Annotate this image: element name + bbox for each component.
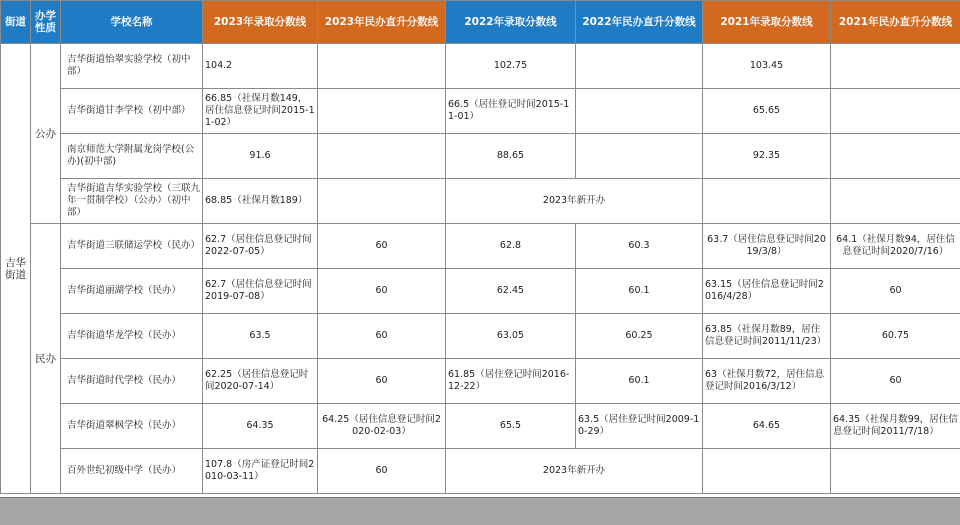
score-2021-private: 64.35（社保月数99，居住信息登记时间2011/7/18） <box>831 404 960 449</box>
school-name: 吉华街道吉华实验学校（三联九年一贯制学校）（公办）（初中部） <box>61 179 203 224</box>
new-school-note: 2023年新开办 <box>446 449 703 494</box>
header-2021-private-score: 2021年民办直升分数线 <box>831 1 960 44</box>
score-2021: 65.65 <box>703 89 831 134</box>
score-2023: 62.25（居住信息登记时间2020-07-14） <box>203 359 318 404</box>
score-2023-private <box>318 44 446 89</box>
score-2021-private: 60 <box>831 359 960 404</box>
school-name: 吉华街道怡翠实验学校（初中部） <box>61 44 203 89</box>
school-name: 吉华街道时代学校（民办） <box>61 359 203 404</box>
header-2022-score: 2022年录取分数线 <box>446 1 576 44</box>
score-2021 <box>703 449 831 494</box>
school-name: 南京师范大学附属龙岗学校(公办)(初中部) <box>61 134 203 179</box>
table-row <box>1 89 960 134</box>
score-2023-private: 64.25（居住信息登记时间2020-02-03） <box>318 404 446 449</box>
score-2021: 63（社保月数72，居住信息登记时间2016/3/12） <box>703 359 831 404</box>
score-2022: 61.85（居住登记时间2016-12-22） <box>446 359 576 404</box>
score-2021-private <box>831 134 960 179</box>
score-2023: 62.7（居住信息登记时间2022-07-05） <box>203 224 318 269</box>
table-row <box>1 224 960 269</box>
score-2023: 63.5 <box>203 314 318 359</box>
school-name: 百外世纪初级中学（民办） <box>61 449 203 494</box>
score-2022-private: 60.1 <box>576 269 703 314</box>
score-2022: 88.65 <box>446 134 576 179</box>
score-2021: 63.15（居住信息登记时间2016/4/28） <box>703 269 831 314</box>
score-2021 <box>703 179 831 224</box>
header-school: 学校名称 <box>61 1 203 44</box>
header-2021-score: 2021年录取分数线 <box>703 1 831 44</box>
score-2023-private: 60 <box>318 449 446 494</box>
table-row <box>1 314 960 359</box>
score-2022-private <box>576 44 703 89</box>
table-row <box>1 359 960 404</box>
score-2023: 64.35 <box>203 404 318 449</box>
score-2022-private: 60.3 <box>576 224 703 269</box>
table-row <box>1 269 960 314</box>
type-cell-public: 公办 <box>31 44 61 224</box>
header-type: 办学性质 <box>31 1 61 44</box>
score-2022-private <box>576 89 703 134</box>
header-2023-private-score: 2023年民办直升分数线 <box>318 1 446 44</box>
score-2021-private <box>831 89 960 134</box>
score-2023-private <box>318 179 446 224</box>
score-2023-private: 60 <box>318 359 446 404</box>
score-2023: 68.85（社保月数189） <box>203 179 318 224</box>
table-row <box>1 134 960 179</box>
score-2022: 102.75 <box>446 44 576 89</box>
score-2021: 103.45 <box>703 44 831 89</box>
score-2023-private: 60 <box>318 224 446 269</box>
school-name: 吉华街道三联储运学校（民办） <box>61 224 203 269</box>
score-2023-private <box>318 89 446 134</box>
school-name: 吉华街道华龙学校（民办） <box>61 314 203 359</box>
score-2023: 91.6 <box>203 134 318 179</box>
score-2021-private: 60 <box>831 269 960 314</box>
new-school-note: 2023年新开办 <box>446 179 703 224</box>
table-row <box>1 44 960 89</box>
score-2021-private <box>831 179 960 224</box>
score-2022-private: 60.25 <box>576 314 703 359</box>
score-2021: 63.7（居住信息登记时间2019/3/8） <box>703 224 831 269</box>
header-street: 街道 <box>1 1 31 44</box>
header-row <box>1 1 960 44</box>
score-2023: 66.85（社保月数149，居住信息登记时间2015-11-02） <box>203 89 318 134</box>
footer-bar <box>0 497 960 525</box>
header-2023-score: 2023年录取分数线 <box>203 1 318 44</box>
school-name: 吉华街道丽湖学校（民办） <box>61 269 203 314</box>
score-2023-private: 60 <box>318 269 446 314</box>
score-2023: 107.8（房产证登记时间2010-03-11） <box>203 449 318 494</box>
score-2023-private <box>318 134 446 179</box>
score-2021: 63.85（社保月数89，居住信息登记时间2011/11/23） <box>703 314 831 359</box>
table-row <box>1 179 960 224</box>
score-2021: 92.35 <box>703 134 831 179</box>
score-2021: 64.65 <box>703 404 831 449</box>
score-2022-private <box>576 134 703 179</box>
score-2021-private: 64.1（社保月数94，居住信息登记时间2020/7/16） <box>831 224 960 269</box>
score-2021-private <box>831 44 960 89</box>
score-2022: 63.05 <box>446 314 576 359</box>
score-2022-private: 60.1 <box>576 359 703 404</box>
score-2022: 62.8 <box>446 224 576 269</box>
street-cell: 吉华街道 <box>1 44 31 494</box>
score-2022: 62.45 <box>446 269 576 314</box>
header-2022-private-score: 2022年民办直升分数线 <box>576 1 703 44</box>
table-row <box>1 449 960 494</box>
score-2022: 66.5（居住登记时间2015-11-01） <box>446 89 576 134</box>
type-cell-private: 民办 <box>31 224 61 494</box>
school-name: 吉华街道翠枫学校（民办） <box>61 404 203 449</box>
score-2023: 62.7（居住信息登记时间2019-07-08） <box>203 269 318 314</box>
score-2023-private: 60 <box>318 314 446 359</box>
school-name: 吉华街道甘李学校（初中部） <box>61 89 203 134</box>
score-2023: 104.2 <box>203 44 318 89</box>
score-2022: 65.5 <box>446 404 576 449</box>
score-2021-private <box>831 449 960 494</box>
table-row <box>1 404 960 449</box>
score-2021-private: 60.75 <box>831 314 960 359</box>
score-2022-private: 63.5（居住登记时间2009-10-29） <box>576 404 703 449</box>
